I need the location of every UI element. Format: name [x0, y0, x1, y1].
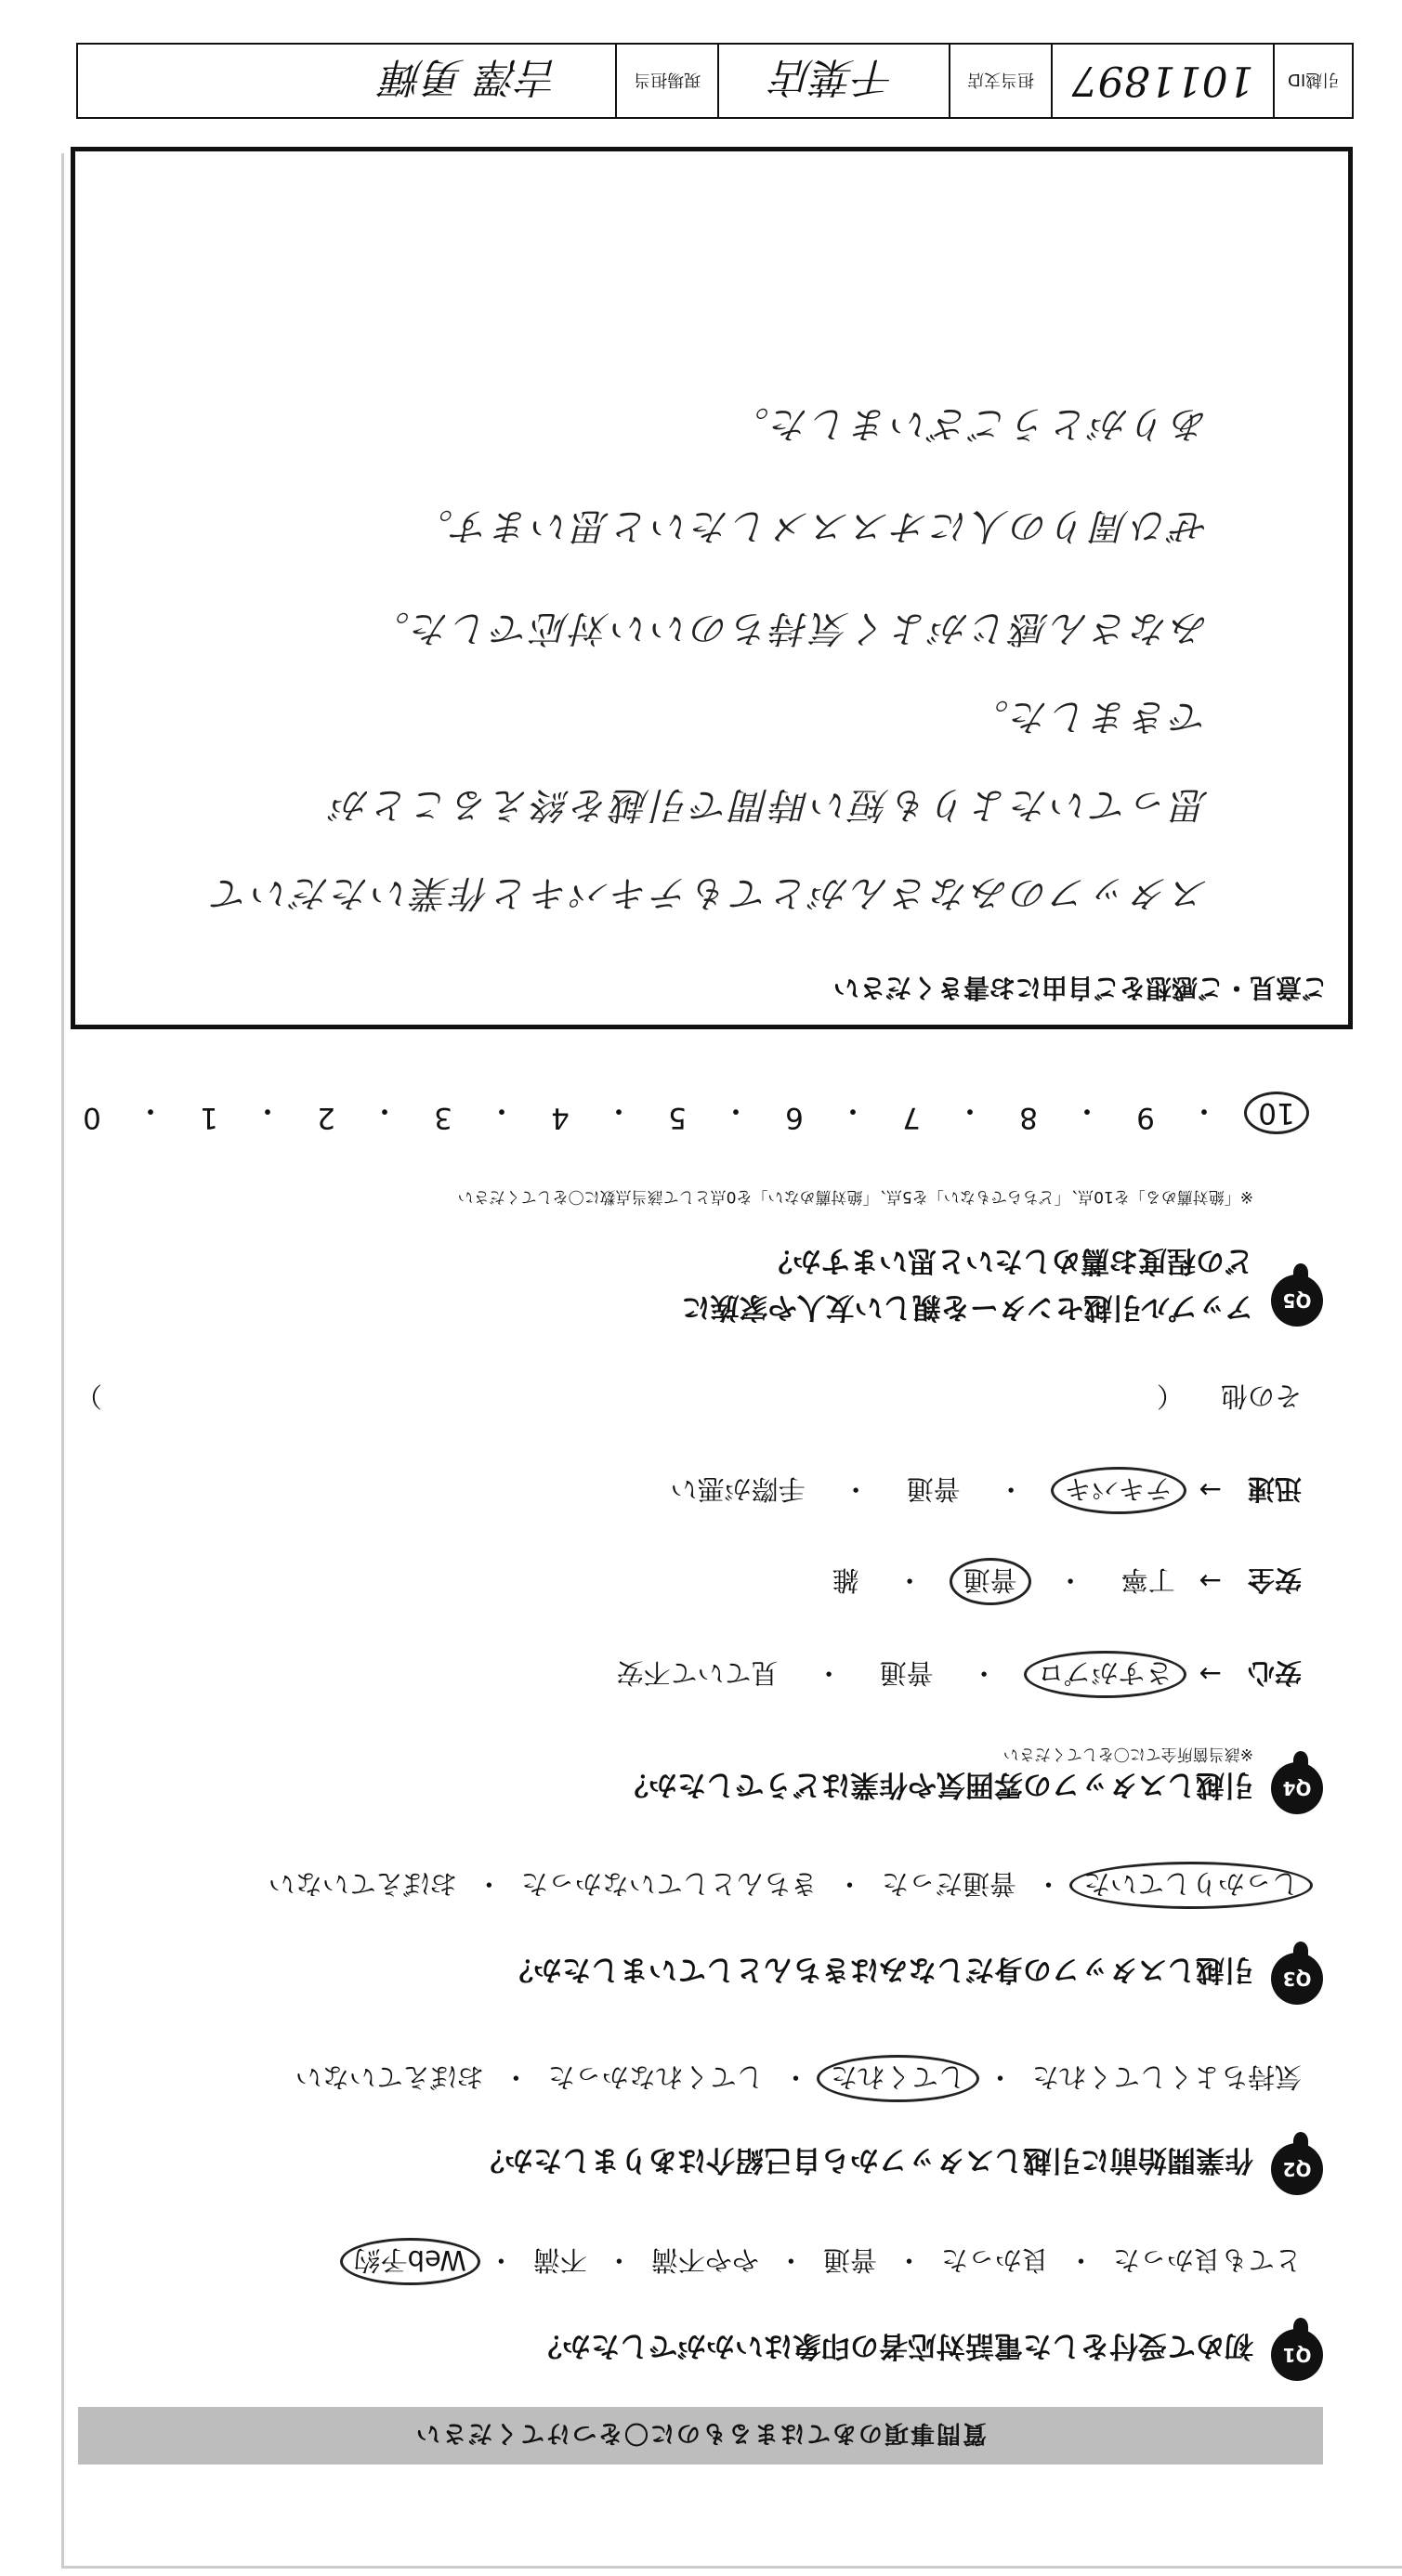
comment-box[interactable] — [71, 147, 1353, 1029]
q3-text: 引越しスタッフの身だしなみはきちんとしていましたか？ — [504, 1953, 1253, 1986]
scan-edge — [64, 2566, 1402, 2569]
score-3[interactable]: 3 — [434, 1101, 452, 1134]
q2-text: 作業開始前に引越しスタッフから自己紹介はありましたか？ — [476, 2143, 1253, 2177]
q2-options: 気持ちよくしてくれた ・ してくれた ・ してくれなかった ・ おぼえていない — [295, 2059, 1302, 2098]
comment-line-1: スタッフのみなさんがとてもテキパキと作業いただいて — [210, 871, 1209, 914]
q2-option-4[interactable]: おぼえていない — [295, 2061, 484, 2093]
arrow-icon: → — [1199, 1474, 1222, 1507]
q4-jinsoku-option-2[interactable]: 普通 — [906, 1473, 961, 1505]
q4-row-label: 安全 — [1247, 1564, 1302, 1596]
score-0[interactable]: 0 — [83, 1101, 101, 1134]
move-id-value: 1011897 — [1051, 45, 1273, 117]
score-4[interactable]: 4 — [551, 1101, 570, 1134]
instruction-banner: 質問事項のあてはまるものに〇をつけてください — [78, 2407, 1323, 2465]
q1-text: 初めて受付をした電話対応者の印象はいかがでしたか？ — [533, 2329, 1253, 2362]
q4-note: ※該当箇所全てに〇をしてください — [1002, 1745, 1253, 1763]
q3-badge: Q3 — [1271, 1953, 1323, 2005]
leader-label: 現場担当 — [615, 45, 717, 117]
q4-anzen-option-3[interactable]: 雑 — [832, 1564, 859, 1596]
q1-option-6[interactable]: Web予約 — [340, 2238, 480, 2285]
comment-line-6: ありがとうございました。 — [729, 402, 1209, 445]
comment-line-5: ぜひ周りの人にオススメしたいと思います。 — [413, 504, 1209, 547]
score-2[interactable]: 2 — [317, 1101, 335, 1134]
comment-line-3: できました。 — [969, 695, 1209, 738]
q5-badge: Q5 — [1271, 1275, 1323, 1327]
branch-value: 千葉店 — [717, 45, 949, 117]
q3-options: しっかりしていた ・ 普通だった ・ きちんとしていなかった ・ おぼえていない — [269, 1866, 1302, 1904]
branch-label: 担当支店 — [949, 45, 1051, 117]
q4-row-label: 安心 — [1247, 1657, 1302, 1689]
q4-row-anzen: 安全 → 丁寧 ・ 普通 ・ 雑 — [832, 1563, 1302, 1601]
leader-value: 吉澤 勇輝 — [383, 53, 560, 100]
q4-text: 引越しスタッフの雰囲気や作業はどうでしたか？ — [620, 1768, 1253, 1801]
q3-option-3[interactable]: きちんとしていなかった — [520, 1868, 818, 1900]
score-9[interactable]: 9 — [1136, 1101, 1155, 1134]
q1-option-2[interactable]: 良かった — [940, 2244, 1049, 2276]
move-id-label: 引越ID — [1273, 45, 1352, 117]
q4-jinsoku-option-1[interactable]: テキパキ — [1051, 1467, 1186, 1514]
score-6[interactable]: 6 — [785, 1101, 804, 1134]
q4-other-row — [75, 1379, 1302, 1417]
q4-row-jinsoku: 迅速 → テキパキ ・ 普通 ・ 手際が悪い — [671, 1471, 1302, 1510]
q4-anshin-option-2[interactable]: 普通 — [879, 1657, 934, 1689]
q4-anzen-option-1[interactable]: 丁寧 — [1120, 1564, 1175, 1596]
q4-anshin-option-1[interactable]: さすがプロ — [1024, 1651, 1186, 1698]
q4-badge: Q4 — [1271, 1762, 1323, 1814]
q3-option-4[interactable]: おぼえていない — [268, 1868, 457, 1900]
score-10[interactable]: 10 — [1244, 1092, 1309, 1134]
q4-jinsoku-option-3[interactable]: 手際が悪い — [670, 1473, 806, 1505]
q2-badge: Q2 — [1271, 2143, 1323, 2195]
q1-option-1[interactable]: とても良かった — [1112, 2244, 1302, 2276]
q1-options: とても良かった ・ 良かった ・ 普通 ・ やや不満 ・ 不満 ・ Web予約 — [351, 2243, 1302, 2281]
comment-line-2: 思っていたよりも短い時間で引越を終えることが — [330, 783, 1209, 826]
q1-option-5[interactable]: 不満 — [532, 2244, 587, 2276]
q4-row-anshin: 安心 → さすがプロ ・ 普通 ・ 見ていて不安 — [617, 1655, 1302, 1693]
score-7[interactable]: 7 — [902, 1101, 921, 1134]
q2-option-3[interactable]: してくれなかった — [547, 2061, 764, 2093]
q4-row-label: 迅速 — [1247, 1473, 1302, 1505]
comment-heading: ご意見・ご感想をご自由にお書きください — [832, 973, 1328, 1003]
q5-note: ※「絶対薦める」を10点、「どちらでもない」を5点、「絶対薦めない」を0点として該当点数に〇をしてください — [457, 1187, 1253, 1206]
q5-text-line2: どの程度お薦めしたいと思いますか？ — [764, 1244, 1253, 1277]
q2-option-1[interactable]: 気持ちよくしてくれた — [1031, 2061, 1302, 2093]
comment-line-4: みなさん感じがよく気持ちのいい対応でした。 — [370, 607, 1209, 649]
q3-option-1[interactable]: しっかりしていた — [1069, 1862, 1313, 1909]
q4-other-close: ） — [75, 1380, 103, 1412]
score-8[interactable]: 8 — [1019, 1101, 1038, 1134]
arrow-icon: → — [1199, 1565, 1222, 1598]
q2-option-2[interactable]: してくれた — [817, 2055, 979, 2102]
q4-anzen-option-2[interactable]: 普通 — [950, 1558, 1031, 1605]
q5-text-line1: アップル引越センターを親しい友人や家族に — [681, 1290, 1253, 1324]
arrow-icon: → — [1199, 1658, 1222, 1691]
q4-anshin-option-3[interactable]: 見ていて不安 — [616, 1657, 779, 1689]
q4-other-label: その他 — [1220, 1380, 1302, 1412]
q1-option-3[interactable]: 普通 — [822, 2244, 877, 2276]
q3-option-2[interactable]: 普通だった — [881, 1868, 1016, 1900]
scan-edge — [61, 153, 64, 2569]
q5-scale: 10 ・ 9 ・ 8 ・ 7 ・ 6 ・ 5 ・ 4 ・ 3 ・ 2 ・ 1 ・ 0 — [73, 1092, 1309, 1134]
q4-other-open: （ — [1156, 1380, 1184, 1412]
score-5[interactable]: 5 — [668, 1101, 687, 1134]
header-table — [76, 43, 1354, 119]
q1-option-4[interactable]: やや不満 — [650, 2244, 759, 2276]
score-1[interactable]: 1 — [200, 1101, 218, 1134]
q1-badge: Q1 — [1271, 2329, 1323, 2381]
